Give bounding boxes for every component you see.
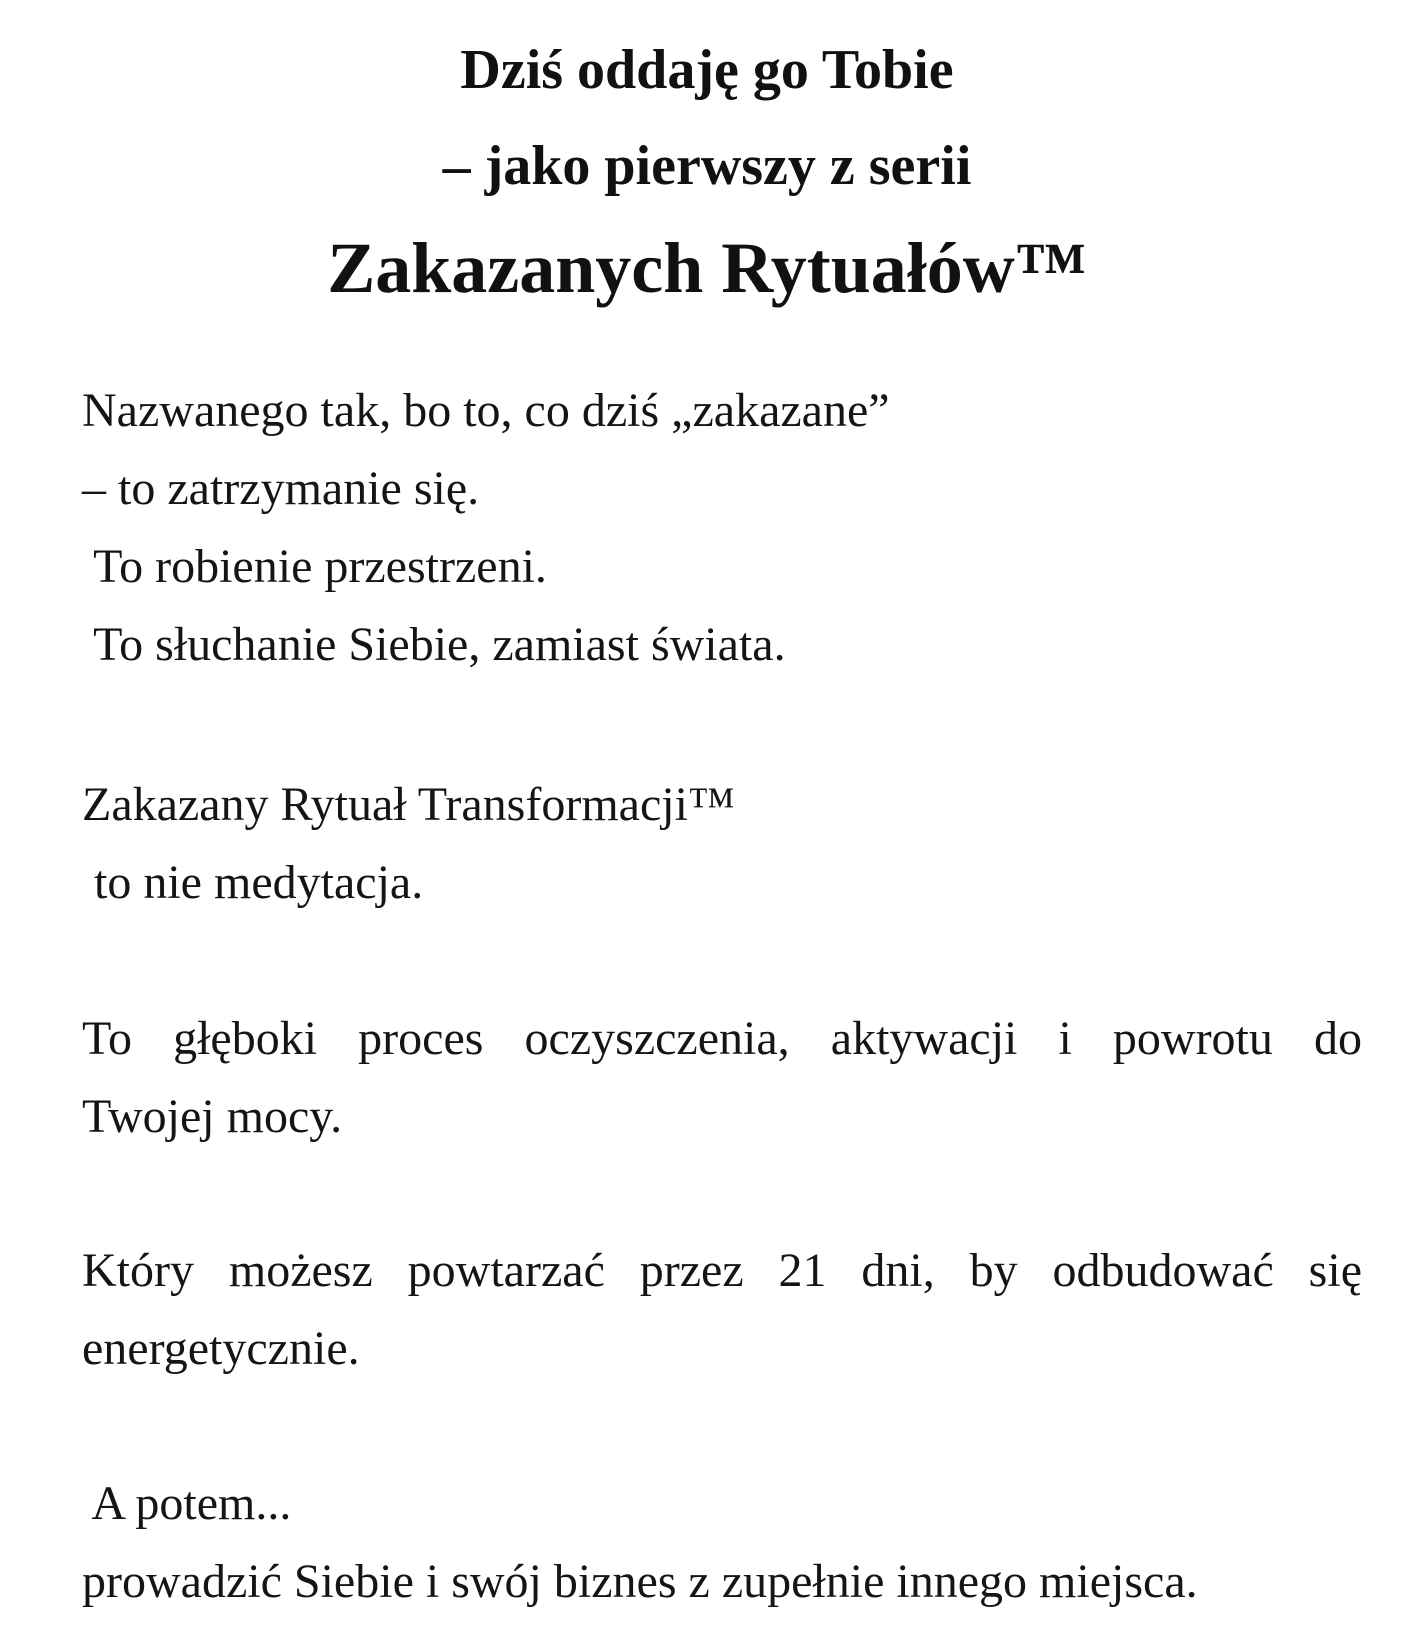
text-line: – to zatrzymanie się.: [82, 462, 480, 515]
paragraph-intro: [82, 372, 1362, 684]
paragraph-21-days: [82, 1232, 1362, 1388]
heading-line-1: Dziś oddaję go Tobie: [460, 39, 954, 101]
text-line: to nie medytacja.: [82, 856, 424, 909]
heading-title: Zakazanych Rytuałów™: [327, 228, 1087, 308]
heading-line-2: – jako pierwszy z serii: [442, 135, 972, 197]
text-line: To słuchanie Siebie, zamiast świata.: [82, 618, 786, 671]
text-line: Zakazany Rytuał Transformacji™: [82, 778, 735, 831]
text-line: Który możesz powtarzać przez 21 dni, by odbudować się: [82, 1244, 1362, 1297]
text-line: Nazwanego tak, bo to, co dziś „zakazane”: [82, 384, 890, 437]
text-line: To robienie przestrzeni.: [82, 540, 547, 593]
text-line: Twojej mocy.: [82, 1090, 343, 1143]
paragraph-process: [82, 1000, 1362, 1156]
text-line: energetycznie.: [82, 1322, 360, 1375]
paragraph-closing: [82, 1465, 1362, 1621]
paragraph-ritual-name: [82, 766, 1362, 922]
text-line: A potem...: [82, 1477, 292, 1530]
text-line: To głęboki proces oczyszczenia, aktywacji i powrotu do: [82, 1012, 1362, 1065]
text-line: prowadzić Siebie i swój biznes z zupełnie innego miejsca.: [82, 1555, 1198, 1608]
